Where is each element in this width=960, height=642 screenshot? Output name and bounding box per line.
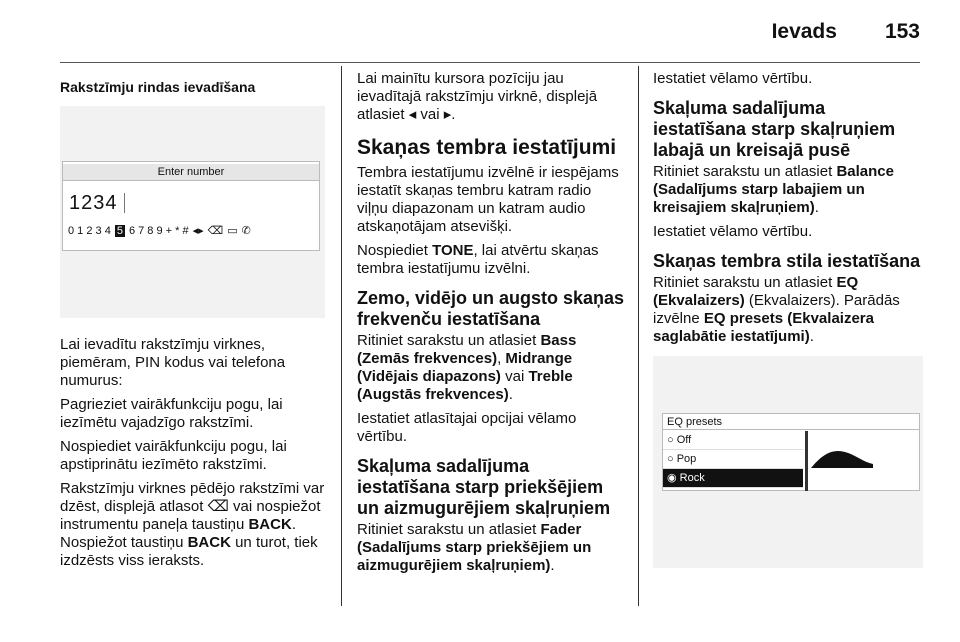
- subheading-frequencies: Zemo, vidējo un augsto skaņas frekvenču iestatīšana: [357, 288, 625, 329]
- backspace-icon: ⌫: [207, 498, 229, 515]
- enter-number-panel: [62, 161, 320, 251]
- text: .: [550, 557, 555, 574]
- keys-after: 6 7 8 9 + * #: [128, 224, 189, 237]
- text: vai nospiežot instrumentu paneļa taustiņu: [60, 498, 321, 533]
- phone-icon: ✆: [241, 225, 251, 237]
- page-number: 153: [884, 20, 920, 43]
- subheading-fader: Skaļuma sadalījuma iestatīšana starp priekšējiem un aizmugurējiem skaļruņiem: [357, 456, 611, 518]
- paragraph: Lai ievadītu rakstzīmju virknes, piemēram, PIN kodus vai telefona numurus:: [60, 336, 286, 389]
- back-key-label: BACK: [248, 516, 292, 533]
- enter-number-screenshot: [60, 106, 325, 318]
- eq-curve-icon: [811, 434, 916, 490]
- section-heading-string-input: Rakstzīmju rindas ievadīšana: [60, 79, 256, 95]
- text: Rakstzīmju virknes pēdējo rakstzīmi var dzēst, displejā atlasot: [60, 480, 325, 515]
- text: .: [814, 199, 819, 216]
- enter-number-title: Enter number: [63, 164, 319, 181]
- paragraph: Nospiediet vairākfunkciju pogu, lai apstiprinātu iezīmēto rakstzīmi.: [60, 438, 287, 473]
- page-header: [772, 12, 920, 52]
- text: Ritiniet sarakstu un atlasiet: [653, 274, 833, 291]
- paragraph-bass-mid-treble: [357, 332, 625, 404]
- list-scrollbar: [805, 431, 808, 491]
- text: Ritiniet sarakstu un atlasiet: [653, 163, 833, 180]
- option-label: Rock: [679, 472, 705, 484]
- eq-preset-list: [663, 431, 803, 488]
- paragraph: Tembra iestatījumu izvēlnē ir iespējams iestatīt skaņas tembru katram radio viļņu diapazonam un katram audio atskaņotājam atsevišķi.: [357, 164, 619, 235]
- subheading-eq: Skaņas tembra stila iestatīšana: [653, 251, 921, 271]
- contacts-book-icon: ▭: [227, 225, 238, 237]
- eq-option-pop[interactable]: ○ Pop: [663, 450, 803, 469]
- section-title: Ievads: [771, 20, 837, 43]
- menu-option-treble: Treble (Augstās frekvences): [357, 368, 573, 403]
- paragraph-balance: [653, 163, 923, 217]
- backspace-icon: ⌫: [207, 225, 224, 237]
- text: (Ekvalaizers). Parādās izvēlne: [653, 292, 900, 327]
- tone-key-label: TONE: [432, 242, 474, 259]
- paragraph-fader: [357, 521, 625, 575]
- menu-option-balance: Balance (Sadalījums starp labajiem un kreisajiem skaļruņiem): [653, 163, 894, 216]
- text: Ritiniet sarakstu un atlasiet: [357, 332, 537, 349]
- paragraph-tone: [357, 242, 625, 278]
- back-key-label: BACK: [187, 534, 231, 551]
- eq-option-off[interactable]: ○ Off: [663, 431, 803, 450]
- paragraph: Lai mainītu kursora pozīciju jau ievadītajā rakstzīmju virknē, displejā atlasiet ◂ vai ▸.: [357, 70, 598, 123]
- option-label: Off: [676, 434, 692, 446]
- option-label: Pop: [676, 453, 697, 465]
- menu-option-eq: EQ (Ekvalaizers): [653, 274, 859, 309]
- paragraph-eq: [653, 274, 923, 346]
- eq-presets-title: EQ presets: [663, 414, 919, 430]
- text: ,: [497, 350, 502, 367]
- menu-option-bass: Bass (Zemās frekvences): [357, 332, 577, 367]
- text-cursor: [124, 193, 125, 213]
- paragraph: Iestatiet vēlamo vērtību.: [653, 223, 813, 240]
- text: vai: [505, 368, 525, 385]
- character-selector: [68, 224, 255, 237]
- menu-option-fader: Fader (Sadalījums starp priekšējiem un aizmugurējiem skaļruņiem): [357, 521, 592, 574]
- column-1: [60, 70, 325, 576]
- text: .: [809, 328, 814, 345]
- text: .: [508, 386, 513, 403]
- entered-digits: 1234: [69, 192, 118, 214]
- arrows-left-right-icon: ◂▸: [192, 225, 204, 237]
- paragraph-delete: [60, 480, 325, 570]
- column-divider-1: [341, 66, 342, 606]
- column-3: [653, 70, 923, 568]
- keys-before: 0 1 2 3 4: [68, 224, 111, 237]
- column-divider-2: [638, 66, 639, 606]
- text: , lai atvērtu skaņas tembra iestatījumu izvēlni.: [357, 242, 599, 277]
- menu-option-midrange: Midrange (Vidējais diapazons): [357, 350, 573, 385]
- subheading-balance: Skaļuma sadalījuma iestatīšana starp skaļruņiem labajā un kreisajā pusē: [653, 98, 896, 160]
- column-2: [357, 70, 625, 581]
- paragraph: Pagrieziet vairākfunkciju pogu, lai iezīmētu vajadzīgo rakstzīmi.: [60, 396, 283, 431]
- header-divider: [60, 62, 920, 63]
- paragraph: Iestatiet atlasītajai opcijai vēlamo vērtību.: [357, 410, 577, 445]
- paragraph: Iestatiet vēlamo vērtību.: [653, 70, 813, 87]
- eq-option-rock[interactable]: ◉ Rock: [663, 469, 803, 488]
- selected-key: 5: [116, 224, 123, 237]
- text: . Nospiežot taustiņu: [60, 516, 296, 551]
- text: Nospiediet: [357, 242, 428, 259]
- text: Ritiniet sarakstu un atlasiet: [357, 521, 537, 538]
- eq-presets-screenshot: [653, 356, 923, 568]
- eq-presets-panel: [662, 413, 920, 491]
- section-heading-tone: Skaņas tembra iestatījumi: [357, 136, 617, 159]
- text: un turot, tiek izdzēsts viss ieraksts.: [60, 534, 318, 569]
- menu-option-eq-presets: EQ presets (Ekvalaizera saglabātie iestatījumi): [653, 310, 874, 345]
